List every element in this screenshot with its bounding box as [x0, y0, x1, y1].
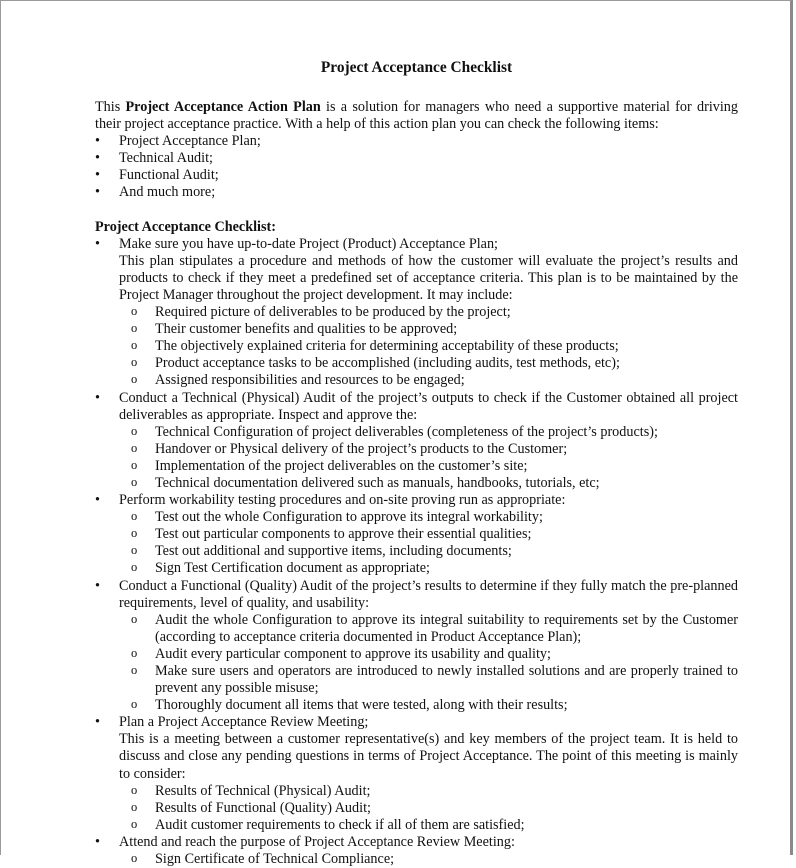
checklist-item: [95, 390, 738, 493]
checklist-subitem: o Handover or Physical delivery of the project’s products to the Customer;: [131, 441, 738, 458]
checklist-item-text: • Conduct a Technical (Physical) Audit of the project’s outputs to check if the Customer obtained all project deliverables as appropriate. Inspect and approve the:: [119, 389, 738, 423]
checklist-subitem: o Test out the whole Configuration to approve its integral workability;: [131, 509, 738, 526]
checklist-subitem: o The objectively explained criteria for determining acceptability of these products;: [131, 338, 738, 355]
checklist-subitem: o Audit every particular component to approve its usability and quality;: [131, 646, 738, 663]
intro-list: [95, 133, 738, 201]
checklist-item: [95, 578, 738, 715]
checklist-sublist: [131, 509, 738, 577]
intro-lead: This: [95, 99, 126, 115]
checklist-item-text: • Conduct a Functional (Quality) Audit of the project’s results to determine if they fully match the pre-planned requirements, level of quality, and usability:: [119, 577, 738, 611]
checklist-heading: [95, 219, 738, 236]
checklist-subitem: o Their customer benefits and qualities to be approved;: [131, 321, 738, 338]
checklist-subitem: o Sign Test Certification document as appropriate;: [131, 560, 738, 577]
checklist-subitem: o Product acceptance tasks to be accomplished (including audits, test methods, etc);: [131, 355, 738, 372]
checklist-item: [95, 834, 738, 868]
checklist-item-text: • Plan a Project Acceptance Review Meeting;: [119, 714, 369, 731]
checklist-subitem: o Sign Certificate of Technical Compliance;: [131, 851, 738, 868]
checklist-subitem: o Required picture of deliverables to be produced by the project;: [131, 304, 738, 321]
checklist-subitem: o Technical documentation delivered such as manuals, handbooks, tutorials, etc;: [131, 475, 738, 492]
checklist-list: [95, 236, 738, 868]
intro-list-item: • And much more;: [95, 184, 738, 201]
checklist-sublist: [131, 783, 738, 834]
checklist-item-text: • Attend and reach the purpose of Project Acceptance Review Meeting:: [119, 833, 515, 850]
intro-rest: is a solution for managers who need a supportive material for driving their project acceptance practice. With a help of this action plan you can check the following items:: [95, 99, 738, 133]
checklist-sublist: [131, 304, 738, 389]
intro-list-item: • Functional Audit;: [95, 167, 738, 184]
checklist-item: [95, 236, 738, 390]
checklist-item: [95, 492, 738, 577]
checklist-subitem: o Test out additional and supportive items, including documents;: [131, 543, 738, 560]
checklist-subitem: o Audit the whole Configuration to approve its integral suitability to requirements set by the Customer (according to acceptance criteria documented in Product Acceptance Plan);: [131, 612, 738, 646]
document-title: Project Acceptance Checklist: [320, 59, 513, 76]
intro-list-item: • Technical Audit;: [95, 150, 738, 167]
checklist-item-detail: This plan stipulates a procedure and methods of how the customer will evaluate the project’s results and products to check if they meet a predefined set of acceptance criteria. This plan is to be maintained by the Project Manager throughout the project development. It may include:: [119, 252, 738, 303]
checklist-subitem: o Technical Configuration of project deliverables (completeness of the project’s products);: [131, 424, 738, 441]
spacer: [95, 202, 738, 219]
checklist-subitem: o Assigned responsibilities and resources to be engaged;: [131, 372, 738, 389]
checklist-item-text: • Perform workability testing procedures and on-site proving run as appropriate:: [119, 492, 566, 509]
checklist-subitem: o Results of Technical (Physical) Audit;: [131, 783, 738, 800]
checklist-item: [95, 714, 738, 834]
checklist-subitem: o Thoroughly document all items that were tested, along with their results;: [131, 697, 738, 714]
checklist-subitem: o Audit customer requirements to check if all of them are satisfied;: [131, 817, 738, 834]
checklist-heading-text: Project Acceptance Checklist:: [95, 218, 276, 235]
checklist-sublist: [131, 612, 738, 715]
checklist-item-text: • Make sure you have up-to-date Project (Product) Acceptance Plan;: [119, 235, 498, 252]
checklist-sublist: [131, 851, 738, 868]
document-body: [95, 55, 738, 868]
intro-list-item: • Project Acceptance Plan;: [95, 133, 738, 150]
intro-bold-plan-name: Project Acceptance Action Plan: [125, 99, 321, 115]
checklist-subitem: o Results of Functional (Quality) Audit;: [131, 800, 738, 817]
checklist-sublist: [131, 424, 738, 492]
checklist-subitem: o Implementation of the project deliverables on the customer’s site;: [131, 458, 738, 475]
intro-paragraph: [95, 99, 738, 133]
checklist-subitem: o Test out particular components to approve their essential qualities;: [131, 526, 738, 543]
checklist-subitem: o Make sure users and operators are introduced to newly installed solutions and are properly trained to prevent any possible misuse;: [131, 663, 738, 697]
checklist-item-detail: This is a meeting between a customer representative(s) and key members of the project team. It is held to discuss and close any pending questions in terms of Project Acceptance. The point of this meeting is mainly to consider:: [119, 731, 738, 782]
